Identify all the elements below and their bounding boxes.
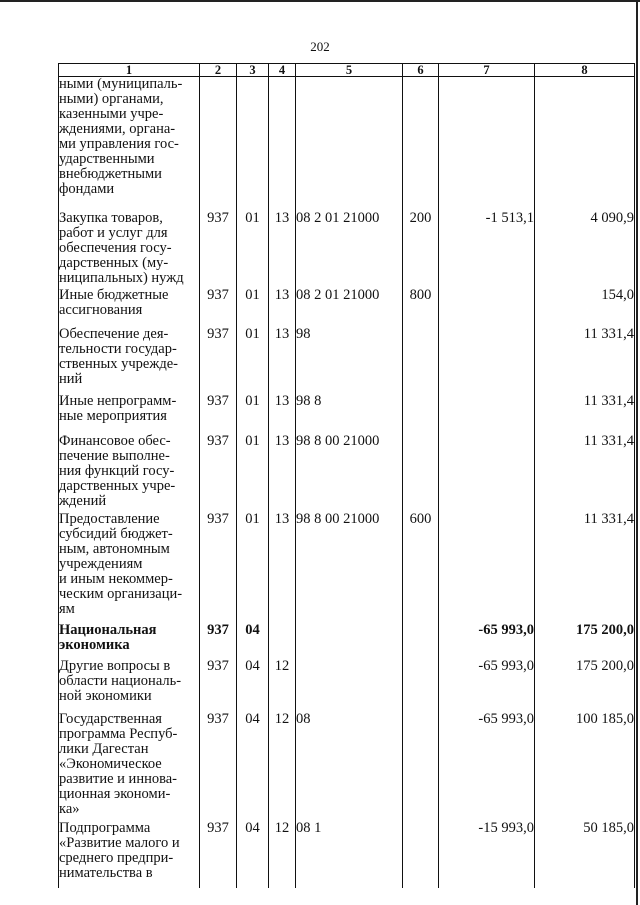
cell-admin-code: 937 xyxy=(200,712,237,821)
cell-name-line: казенными учре- xyxy=(59,106,164,122)
cell-total-amount: 154,0 xyxy=(535,288,635,327)
cell-target-article: 98 8 xyxy=(296,394,403,434)
cell-name-line: субсидий бюджет- xyxy=(59,525,173,542)
cell-name-line: ные мероприятия xyxy=(59,407,167,424)
header-col-5: 5 xyxy=(296,64,403,77)
cell-subsection-code xyxy=(269,77,296,211)
cell-section-code: 04 xyxy=(237,712,269,821)
cell-target-article: 98 xyxy=(296,327,403,394)
cell-name-line: учреждениям xyxy=(59,555,143,572)
cell-subsection-code: 13 xyxy=(269,512,296,623)
cell-name xyxy=(59,821,200,888)
cell-name-line: дарственных (му- xyxy=(59,254,169,271)
cell-total-amount: 175 200,0 xyxy=(535,659,635,712)
cell-target-article: 08 2 01 21000 xyxy=(296,288,403,327)
cell-name-line: Иные бюджетные xyxy=(59,286,169,303)
cell-name-line: ственных учрежде- xyxy=(59,355,178,372)
header-col-3: 3 xyxy=(237,64,269,77)
cell-section-code: 01 xyxy=(237,394,269,434)
cell-change-amount: -65 993,0 xyxy=(439,659,535,712)
cell-name-line: Другие вопросы в xyxy=(59,657,171,674)
cell-section-code: 01 xyxy=(237,434,269,512)
cell-name-line: экономика xyxy=(59,636,130,653)
cell-name-line: тельности государ- xyxy=(59,340,177,357)
cell-change-amount: -1 513,1 xyxy=(439,211,535,288)
cell-name-line: Иные непрограмм- xyxy=(59,392,177,409)
cell-name-line: Предоставление xyxy=(59,510,160,527)
cell-name-line: лики Дагестан xyxy=(59,740,149,757)
budget-table xyxy=(58,63,635,888)
cell-target-article: 08 2 01 21000 xyxy=(296,211,403,288)
cell-section-code xyxy=(237,77,269,211)
cell-admin-code: 937 xyxy=(200,327,237,394)
cell-total-amount: 175 200,0 xyxy=(535,623,635,659)
top-edge-line xyxy=(0,0,640,2)
cell-total-amount: 100 185,0 xyxy=(535,712,635,821)
cell-name-line: ниципальных) нужд xyxy=(59,269,184,286)
cell-target-article: 98 8 00 21000 xyxy=(296,434,403,512)
cell-expense-type xyxy=(403,77,439,211)
cell-name-line: нимательства в xyxy=(59,864,153,881)
cell-name-line: работ и услуг для xyxy=(59,224,168,241)
cell-admin-code: 937 xyxy=(200,659,237,712)
cell-total-amount: 50 185,0 xyxy=(535,821,635,888)
cell-change-amount xyxy=(439,288,535,327)
cell-total-amount xyxy=(535,77,635,211)
header-col-6: 6 xyxy=(403,64,439,77)
cell-total-amount: 11 331,4 xyxy=(535,512,635,623)
table-row xyxy=(59,394,635,434)
table-row xyxy=(59,712,635,821)
cell-expense-type xyxy=(403,327,439,394)
cell-subsection-code: 13 xyxy=(269,394,296,434)
cell-subsection-code: 12 xyxy=(269,821,296,888)
cell-section-code: 04 xyxy=(237,623,269,659)
cell-target-article: 08 xyxy=(296,712,403,821)
cell-name-line: внебюджетными xyxy=(59,166,162,182)
cell-section-code: 01 xyxy=(237,512,269,623)
cell-name-line: Закупка товаров, xyxy=(59,209,163,226)
cell-name xyxy=(59,659,200,712)
cell-name xyxy=(59,434,200,512)
cell-name-line: ными) органами, xyxy=(59,91,164,107)
cell-subsection-code: 13 xyxy=(269,211,296,288)
table-row xyxy=(59,211,635,288)
cell-name-line: «Экономическое xyxy=(59,755,162,772)
cell-name-line: ям xyxy=(59,600,75,617)
cell-name-line: фондами xyxy=(59,181,115,197)
table-row xyxy=(59,821,635,888)
cell-name-line: ческим организаци- xyxy=(59,585,183,602)
header-col-8: 8 xyxy=(535,64,635,77)
cell-total-amount: 4 090,9 xyxy=(535,211,635,288)
cell-total-amount: 11 331,4 xyxy=(535,394,635,434)
cell-name-line: программа Респуб- xyxy=(59,725,178,742)
cell-name xyxy=(59,712,200,821)
cell-name-line: области националь- xyxy=(59,672,182,689)
cell-name-line: Государственная xyxy=(59,710,162,727)
cell-name-line: развитие и иннова- xyxy=(59,770,178,787)
cell-name-line: Подпрограмма xyxy=(59,819,151,836)
cell-admin-code: 937 xyxy=(200,821,237,888)
cell-name xyxy=(59,327,200,394)
cell-total-amount: 11 331,4 xyxy=(535,434,635,512)
cell-section-code: 04 xyxy=(237,659,269,712)
cell-name xyxy=(59,77,200,211)
cell-subsection-code: 13 xyxy=(269,434,296,512)
table-row xyxy=(59,434,635,512)
cell-target-article: 08 1 xyxy=(296,821,403,888)
cell-name-line: среднего предпри- xyxy=(59,849,174,866)
cell-expense-type xyxy=(403,659,439,712)
cell-name xyxy=(59,394,200,434)
cell-total-amount: 11 331,4 xyxy=(535,327,635,394)
cell-name-line: ным, автономным xyxy=(59,540,170,557)
cell-name-line: ждениями, органа- xyxy=(59,121,176,137)
cell-section-code: 01 xyxy=(237,288,269,327)
cell-subsection-code: 13 xyxy=(269,288,296,327)
cell-admin-code: 937 xyxy=(200,512,237,623)
cell-change-amount xyxy=(439,434,535,512)
cell-name xyxy=(59,211,200,288)
cell-name xyxy=(59,512,200,623)
cell-expense-type: 600 xyxy=(403,512,439,623)
cell-name-line: ными (муниципаль- xyxy=(59,76,183,92)
cell-name-line: обеспечения госу- xyxy=(59,239,172,256)
cell-admin-code: 937 xyxy=(200,288,237,327)
cell-expense-type xyxy=(403,434,439,512)
header-col-1: 1 xyxy=(59,64,200,77)
cell-name-line: «Развитие малого и xyxy=(59,834,180,851)
cell-section-code: 01 xyxy=(237,211,269,288)
cell-change-amount xyxy=(439,327,535,394)
cell-name-line: ной экономики xyxy=(59,687,152,704)
cell-name-line: ассигнования xyxy=(59,301,143,318)
cell-name-line: ционная экономи- xyxy=(59,785,171,802)
cell-target-article xyxy=(296,659,403,712)
cell-name-line: дарственных учре- xyxy=(59,477,176,494)
cell-expense-type xyxy=(403,623,439,659)
cell-change-amount xyxy=(439,394,535,434)
header-row xyxy=(59,64,635,77)
table-row xyxy=(59,512,635,623)
table-body xyxy=(59,77,635,888)
cell-change-amount: -65 993,0 xyxy=(439,623,535,659)
cell-name-line: и иным некоммер- xyxy=(59,570,173,587)
table-row xyxy=(59,327,635,394)
cell-expense-type: 200 xyxy=(403,211,439,288)
cell-change-amount: -65 993,0 xyxy=(439,712,535,821)
cell-section-code: 01 xyxy=(237,327,269,394)
cell-target-article xyxy=(296,623,403,659)
cell-name xyxy=(59,288,200,327)
cell-admin-code: 937 xyxy=(200,211,237,288)
cell-name-line: ждений xyxy=(59,492,107,509)
cell-subsection-code: 12 xyxy=(269,659,296,712)
cell-subsection-code: 13 xyxy=(269,327,296,394)
cell-change-amount: -15 993,0 xyxy=(439,821,535,888)
cell-name-line: ний xyxy=(59,370,83,387)
cell-expense-type: 800 xyxy=(403,288,439,327)
cell-admin-code: 937 xyxy=(200,623,237,659)
right-edge-line xyxy=(636,0,638,905)
header-col-7: 7 xyxy=(439,64,535,77)
table-row xyxy=(59,659,635,712)
cell-admin-code xyxy=(200,77,237,211)
cell-name-line: Обеспечение дея- xyxy=(59,325,169,342)
table-row xyxy=(59,288,635,327)
cell-name-line: ка» xyxy=(59,800,80,817)
cell-name-line: печение выполне- xyxy=(59,447,170,464)
cell-expense-type xyxy=(403,394,439,434)
cell-name xyxy=(59,623,200,659)
cell-name-line: ми управления гос- xyxy=(59,136,179,152)
page-number: 202 xyxy=(310,39,330,54)
header-col-4: 4 xyxy=(269,64,296,77)
table-row xyxy=(59,77,635,211)
cell-admin-code: 937 xyxy=(200,394,237,434)
cell-expense-type xyxy=(403,821,439,888)
cell-subsection-code: 12 xyxy=(269,712,296,821)
cell-name-line: ударственными xyxy=(59,151,155,167)
cell-target-article xyxy=(296,77,403,211)
cell-expense-type xyxy=(403,712,439,821)
cell-name-line: ния функций госу- xyxy=(59,462,175,479)
cell-section-code: 04 xyxy=(237,821,269,888)
cell-name-line: Финансовое обес- xyxy=(59,432,171,449)
cell-admin-code: 937 xyxy=(200,434,237,512)
header-col-2: 2 xyxy=(200,64,237,77)
cell-subsection-code xyxy=(269,623,296,659)
cell-target-article: 98 8 00 21000 xyxy=(296,512,403,623)
cell-name-line: Национальная xyxy=(59,621,157,638)
cell-change-amount xyxy=(439,512,535,623)
cell-change-amount xyxy=(439,77,535,211)
table-row xyxy=(59,623,635,659)
